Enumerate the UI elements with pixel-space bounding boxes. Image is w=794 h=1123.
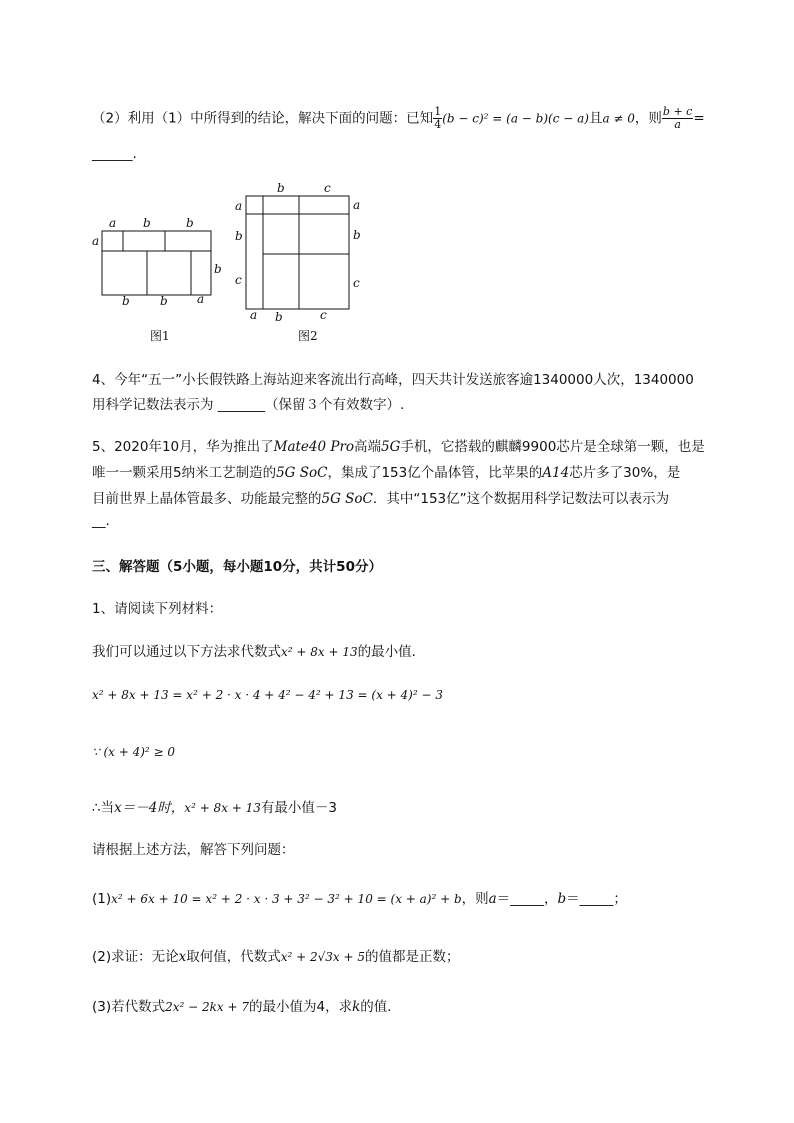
q2-equals: = <box>693 110 705 127</box>
figure-2 <box>230 178 370 346</box>
q2-prefix: （2）利用（1）中所得到的结论，解决下面的问题：已知 <box>92 110 434 127</box>
fig2-bottom-label-b: b <box>275 310 283 324</box>
fig2-caption: 图2 <box>298 329 318 343</box>
fig2-top-label-b: b <box>277 181 285 195</box>
fig1-bottom-label-a: a <box>197 292 205 306</box>
fig1-caption: 图1 <box>150 329 170 343</box>
p1-because: ∵ (x + 4)² ≥ 0 <box>92 745 176 759</box>
fig2-right-label-a: a <box>353 198 361 212</box>
p1-subquestion-1: (1)x² + 6x + 10 = x² + 2 · x · 3 + 3² − 3² + 10 = (x + a)² + b，则a＝_____，b＝_____； <box>92 891 627 907</box>
fig1-left-label: a <box>92 234 100 248</box>
q2-line <box>92 106 705 131</box>
figure-1 <box>90 210 230 345</box>
q5-phone-model: Mate40 Pro <box>273 439 355 455</box>
fig1-bottom-label-b1: b <box>122 294 130 308</box>
q2-condition: a ≠ 0 <box>602 111 635 126</box>
fig2-top-label-c: c <box>324 181 331 195</box>
q4-line-1: 4、今年“五一”小长假铁路上海站迎来客流出行高峰，四天共计发送旅客逾1340000人次，1340000 <box>92 372 694 388</box>
fig1-top-label-b2: b <box>186 216 194 230</box>
p1-instruction: 请根据上述方法，解答下列问题： <box>92 842 295 858</box>
q4-line-2: 用科学记数法表示为 _______（保留３个有效数字）. <box>92 397 405 413</box>
q5-line-3: 目前世界上晶体管最多、功能最完整的5G SoC．其中“153亿”这个数据用科学记数法可以表示为 <box>92 491 670 507</box>
q5-line-1: 5、2020年10月，华为推出了Mate40 Pro高端5G手机，它搭载的麒麟9900芯片是全球第一颗，也是 <box>92 439 705 455</box>
p1-subquestion-2: (2)求证：无论x取何值，代数式x² + 2√3x + 5的值都是正数； <box>92 949 460 965</box>
p1-equation: x² + 8x + 13 = x² + 2 · x · 4 + 4² − 4² + 13 = (x + 4)² − 3 <box>92 688 443 702</box>
fig1-bottom-label-b2: b <box>160 294 168 308</box>
fig2-right-label-c: c <box>353 276 360 290</box>
fig2-left-label-b: b <box>235 229 243 243</box>
q2-fraction-2: $\frac{b + c}{a}$ <box>662 105 693 131</box>
fig2-bottom-label-c: c <box>320 308 327 322</box>
fig1-top-label-b1: b <box>143 216 151 230</box>
q2-mid: 且 <box>588 110 603 127</box>
fig2-bottom-label-a: a <box>250 308 258 322</box>
q5-line-4: __. <box>92 513 110 529</box>
p1-therefore: ∴当x＝－4时，x² + 8x + 13有最小值－3 <box>92 800 338 816</box>
p1-subquestion-3: (3)若代数式2x² − 2kx + 7的最小值为4，求k的值． <box>92 999 401 1015</box>
fig2-outer-rect <box>246 196 349 309</box>
fig1-outer-rect <box>102 231 211 295</box>
section-3-title: 三、解答题（5小题，每小题10分，共计50分） <box>92 559 382 575</box>
fig2-right-label-b: b <box>353 228 361 242</box>
fig2-left-label-c: c <box>235 273 242 287</box>
fig1-right-label: b <box>214 262 222 276</box>
q5-line-2: 唯一一颗采用5纳米工艺制造的5G SoC，集成了153亿个晶体管，比苹果的A14芯片多了30%，是 <box>92 465 681 481</box>
p1-intro: 1、请阅读下列材料： <box>92 601 223 617</box>
q2-fraction: $\frac{1}{4}$ <box>434 105 442 131</box>
fig1-top-label-a: a <box>109 216 117 230</box>
fig2-left-label-a: a <box>235 199 243 213</box>
q2-blank: ______. <box>92 146 137 162</box>
q2-then: ，则 <box>634 110 662 127</box>
p1-lead: 我们可以通过以下方法求代数式x² + 8x + 13的最小值． <box>92 644 426 660</box>
q2-expression: (b − c)² = (a − b)(c − a) <box>442 111 589 126</box>
